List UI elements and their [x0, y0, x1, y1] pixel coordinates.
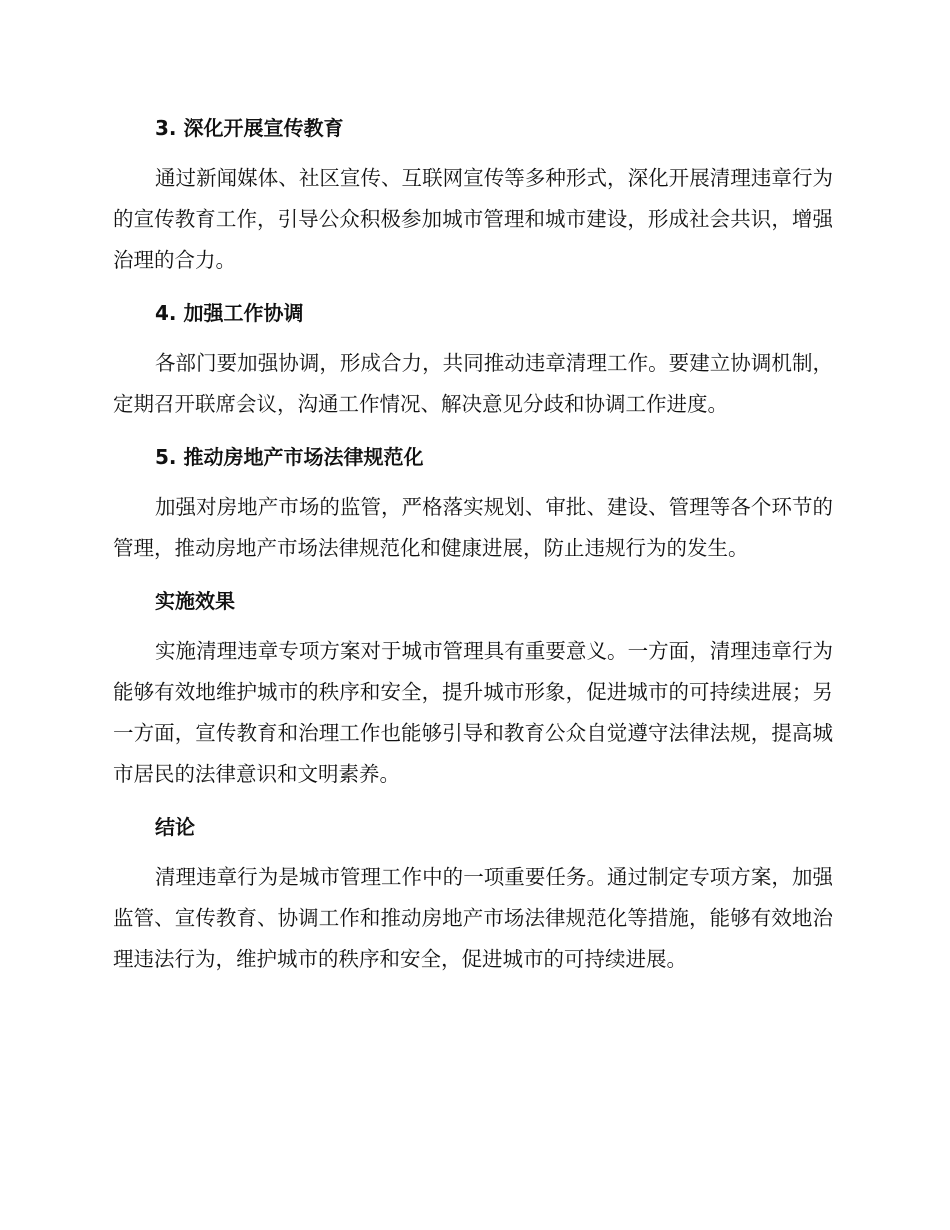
section-heading-3: 3. 深化开展宣传教育 — [155, 116, 344, 140]
section-heading-5: 5. 推动房地产市场法律规范化 — [155, 445, 424, 469]
section-paragraph-conclusion: 清理违章行为是城市管理工作中的一项重要任务。通过制定专项方案，加强监管、宣传教育、协调工作和推动房地产市场法律规范化等措施，能够有效地治理违法行为，维护城市的秩序和安全，促进城市的可持续进展。 — [113, 865, 833, 971]
section-paragraph-4: 各部门要加强协调，形成合力，共同推动违章清理工作。要建立协调机制，定期召开联席会议，沟通工作情况、解决意见分歧和协调工作进度。 — [113, 351, 833, 416]
section-paragraph-effect: 实施清理违章专项方案对于城市管理具有重要意义。一方面，清理违章行为能够有效地维护城市的秩序和安全，提升城市形象，促进城市的可持续进展；另一方面，宣传教育和治理工作也能够引导和教育公众自觉遵守法律法规，提高城市居民的法律意识和文明素养。 — [113, 639, 833, 786]
section-heading-conclusion: 结论 — [155, 815, 195, 839]
section-heading-effect: 实施效果 — [155, 589, 235, 613]
section-paragraph-3: 通过新闻媒体、社区宣传、互联网宣传等多种形式，深化开展清理违章行为的宣传教育工作，引导公众积极参加城市管理和城市建设，形成社会共识，增强治理的合力。 — [113, 166, 833, 272]
section-heading-4: 4. 加强工作协调 — [155, 301, 304, 325]
section-paragraph-5: 加强对房地产市场的监管，严格落实规划、审批、建设、管理等各个环节的管理，推动房地产市场法律规范化和健康进展，防止违规行为的发生。 — [113, 495, 833, 560]
document-page — [113, 108, 833, 980]
